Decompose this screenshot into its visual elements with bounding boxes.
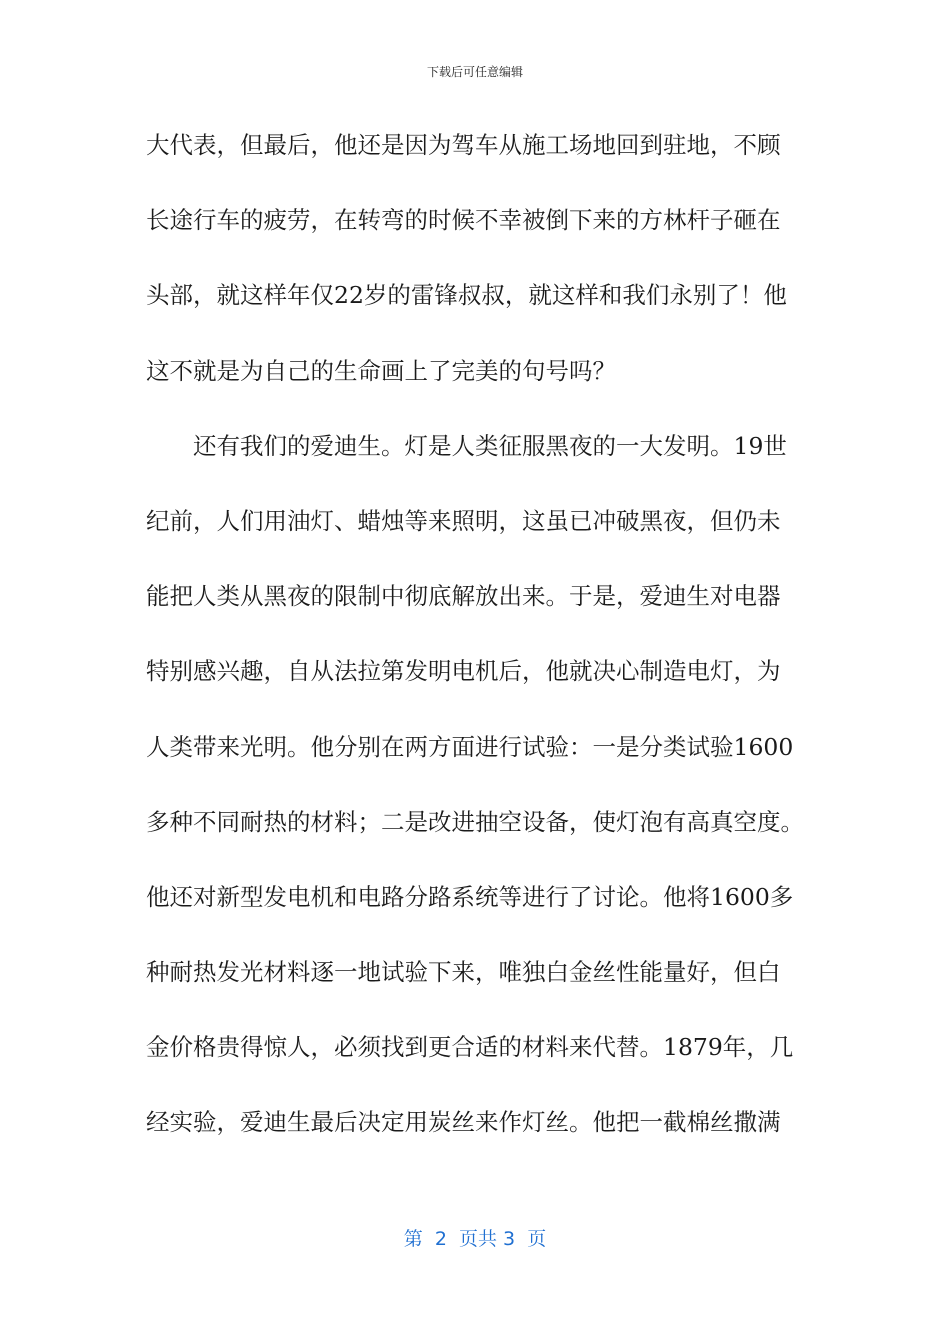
page-number-footer: 第 2 页共 3 页 [403,1228,547,1250]
text-line: 大代表，但最后，他还是因为驾车从施工场地回到驻地，不顾 [146,131,781,159]
text-line: 经实验，爱迪生最后决定用炭丝来作灯丝。他把一截棉丝撒满 [146,1108,781,1137]
text-line: 能把人类从黑夜的限制中彻底解放出来。于是，爱迪生对电器 [146,582,781,611]
text-line: 这不就是为自己的生命画上了完美的句号吗？ [146,356,616,385]
document-body [146,118,806,1171]
text-line: 种耐热发光材料逐一地试验下来，唯独白金丝性能量好，但白 [146,958,781,987]
text-line: 纪前，人们用油灯、蜡烛等来照明，这虽已冲破黑夜，但仍未 [146,506,781,535]
text-line: 长途行车的疲劳，在转弯的时候不幸被倒下来的方林杆子砸在 [146,206,781,235]
text-line: 人类带来光明。他分别在两方面进行试验：一是分类试验1600 [146,732,794,761]
text-line: 他还对新型发电机和电路分路系统等进行了讨论。他将1600多 [146,882,794,911]
page-header: 下载后可任意编辑 [426,65,523,79]
text-line: 金价格贵得惊人，必须找到更合适的材料来代替。1879年，几 [146,1033,794,1062]
text-line: 特别感兴趣，自从法拉第发明电机后，他就决心制造电灯，为 [146,657,781,686]
text-line: 头部，就这样年仅22岁的雷锋叔叔，就这样和我们永别了！他 [146,281,787,310]
paragraph-start-line: 还有我们的爱迪生。灯是人类征服黑夜的一大发明。19世 [193,431,787,460]
text-line: 多种不同耐热的材料；二是改进抽空设备，使灯泡有高真空度。 [146,807,804,836]
